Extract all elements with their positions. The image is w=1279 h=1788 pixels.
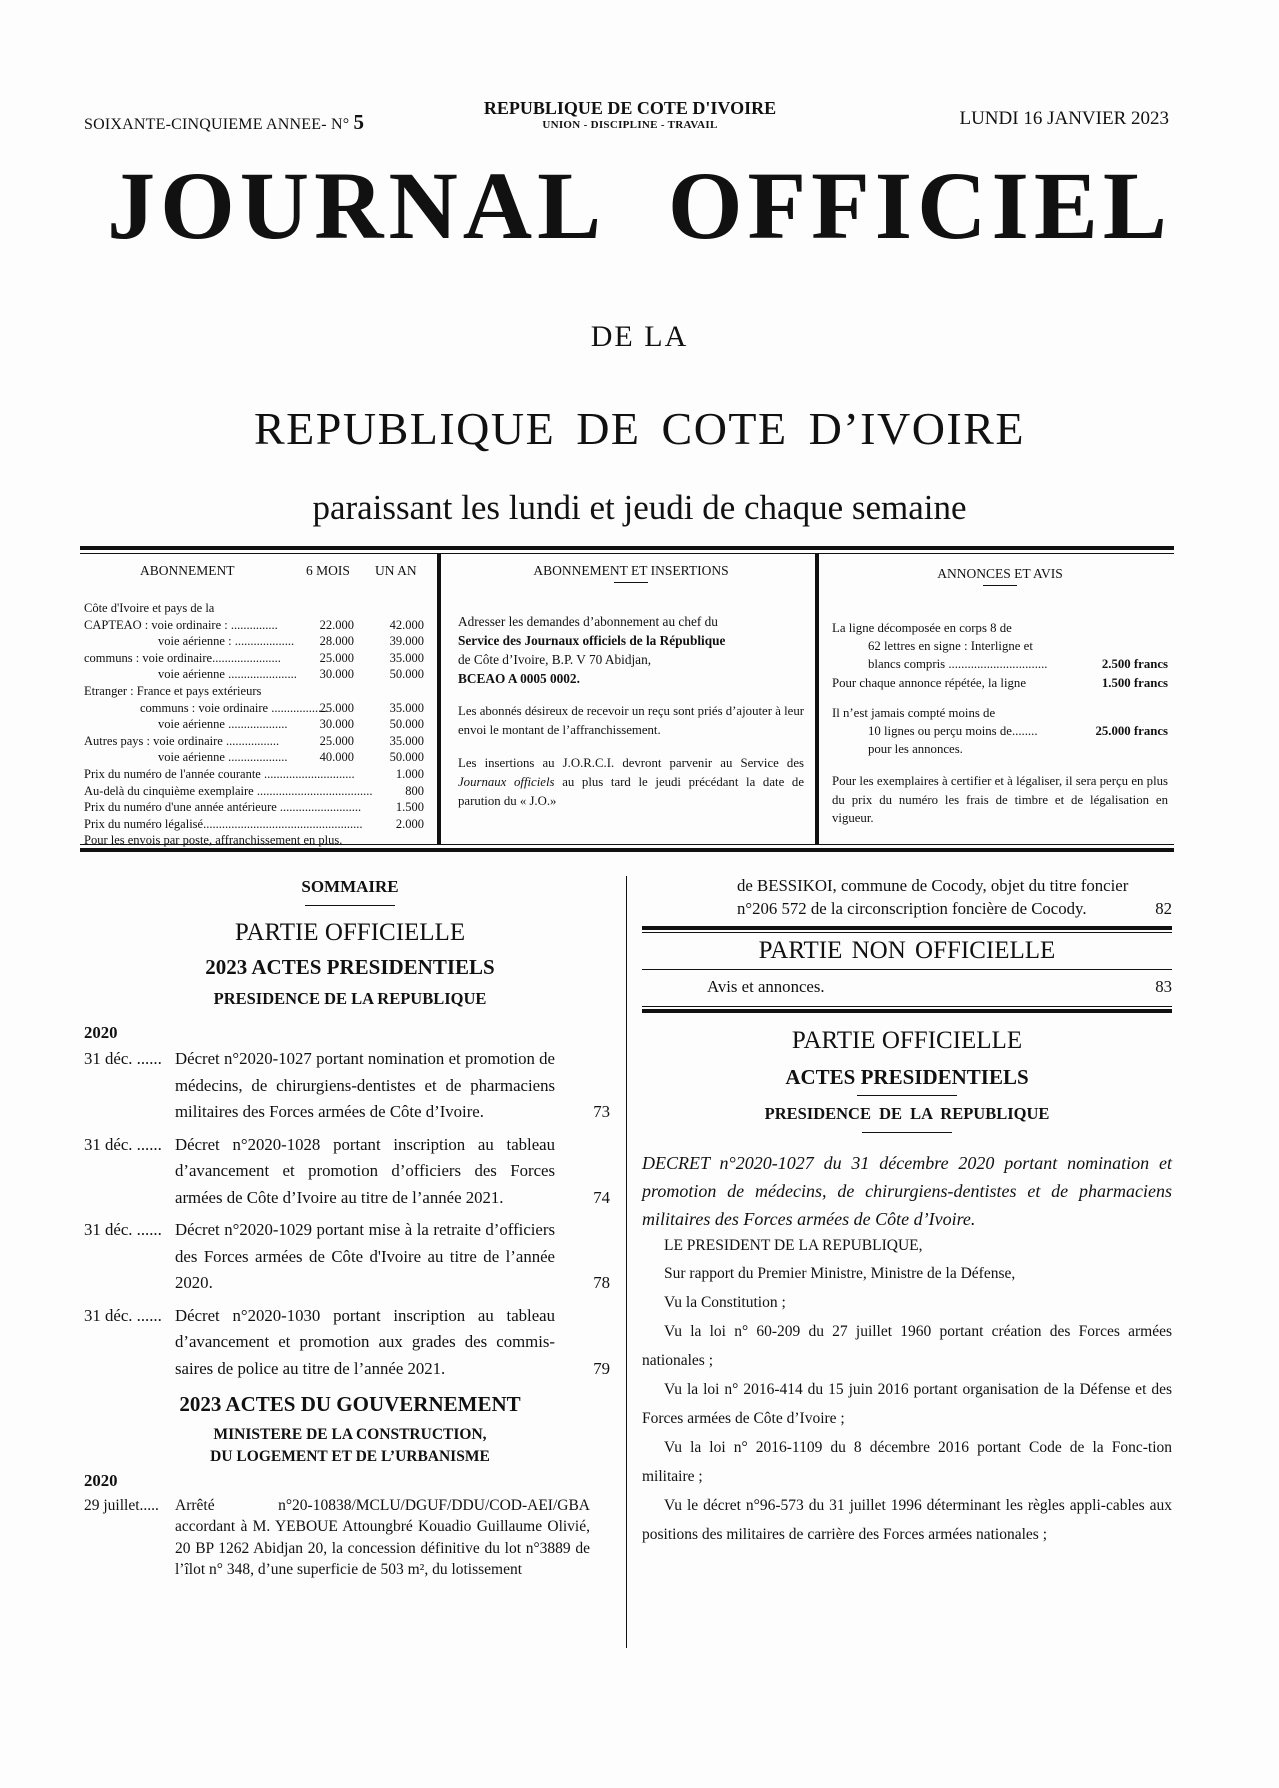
rate-unan: 2.000 [395,816,424,831]
insertions-p1-b: Service des Journaux officiels de la République [458,633,726,648]
frequency: paraissant les lundi et jeudi de chaque semaine [312,488,967,527]
annonces-legal: Pour les exemplaires à certifier et à légaliser, il sera perçu en plus du prix du numéro les frais de timbre et de légalisation en vigueur. [832,774,1168,825]
continued-entry [642,874,1172,920]
entry-date: 31 déc. ...... [84,1305,162,1325]
underline [862,1132,952,1133]
rate-unan: 1.500 [395,800,424,815]
rate-row [84,600,434,617]
rate-label: Au-delà du cinquième exemplaire ..................................... [84,783,373,798]
heading-underline [614,582,648,583]
rate-6mois: 25.000 [319,700,354,715]
entry-text: Décret n°2020-1030 portant inscription au tableau d’avancement et promotion aux grades des commis-saires de police au titre de l’année 2021. [175,1305,555,1378]
rate-unan: 35.000 [389,733,424,748]
annonces-text [832,615,1168,827]
entry-text: Décret n°2020-1029 portant mise à la retraite d’officiers des Forces armées de Côte d'Ivoire au titre de l’année 2020. [175,1220,555,1292]
rate-row [84,766,434,783]
continued-page: 82 [1155,899,1172,918]
rate-row [84,683,434,700]
rate-label: Prix du numéro légalisé................................................... [84,816,363,831]
annonces-line [832,674,1168,692]
rate-6mois: 40.000 [319,750,354,765]
year-2020-gouv: 2020 [84,1471,118,1490]
gouv-entry [80,1495,620,1581]
insertions-p3-b: Journaux officiels [458,775,555,789]
journal-title: JOURNAL OFFICIEL [107,152,1172,259]
rate-unan: 35.000 [389,700,424,715]
entry-page: 73 [593,1102,610,1121]
rate-row [84,650,434,667]
actes-presidentiels-right: ACTES PRESIDENTIELS [785,1065,1029,1089]
presidence: PRESIDENCE DE LA REPUBLIQUE [213,988,487,1008]
rate-label: voie aérienne ...................... [158,667,297,682]
box-divider-2 [815,553,819,845]
partie-officielle: PARTIE OFFICIELLE [234,918,466,946]
col-6mois: 6 MOIS [306,563,350,578]
decree-paragraph: Vu la loi n° 2016-1109 du 8 décembre 2016 portant Code de la Fonc-tion militaire ; [642,1439,1172,1485]
insertions-heading [458,563,804,583]
rule [642,926,1172,930]
year-2020: 2020 [84,1022,118,1042]
issue-date: LUNDI 16 JANVIER 2023 [959,108,1169,129]
insertions-p1-c: de Côte d’Ivoire, B.P. V 70 Abidjan, [458,652,652,667]
rate-6mois: 30.000 [319,667,354,682]
actes-presidentiels: 2023 ACTES PRESIDENTIELS [205,954,495,979]
rate-row [84,832,434,849]
rate-unan: 800 [405,783,424,798]
rate-row [84,617,434,634]
partie-officielle-right: PARTIE OFFICIELLE [791,1027,1023,1054]
annonces-price: 2.500 francs [1101,657,1168,672]
insertions-p3-a: Les insertions au J.O.R.C.I. devront parvenir au Service des [458,756,804,770]
rate-unan: 35.000 [389,650,424,665]
sommaire-title: SOMMAIRE [301,877,399,896]
rate-label: Autres pays : voie ordinaire ................. [84,733,280,748]
sommaire-entry [80,1217,620,1297]
rate-label: voie aérienne ................... [158,750,288,765]
insertions-p1-a: Adresser les demandes d’abonnement au chef du [458,614,718,629]
decree-paragraph: Vu la Constitution ; [664,1294,786,1311]
decree-paragraphs [642,1259,1172,1549]
rule [642,1009,1172,1013]
partie-non-officielle: PARTIE NON OFFICIELLE [758,937,1056,964]
rate-6mois: 25.000 [319,733,354,748]
republic-header [470,98,790,131]
entry-date: 29 juillet..... [84,1496,159,1514]
rate-label: Pour les envois par poste, affranchissement en plus. [84,833,343,848]
annonces-line-text: Pour chaque annonce répétée, la ligne [832,675,1026,690]
column-divider [626,876,627,1648]
rate-label: Prix du numéro de l'année courante ............................. [84,766,355,781]
heading-underline [983,585,1017,586]
box-divider-1 [437,553,441,845]
republic-name: REPUBLIQUE DE COTE D'IVOIRE [483,98,777,118]
annonces-line [832,722,1168,740]
rate-unan: 50.000 [389,750,424,765]
sommaire-entry [80,1303,620,1383]
entry-page: 78 [593,1273,610,1292]
decree-paragraph: Vu la loi n° 60-209 du 27 juillet 1960 portant création des Forces armées nationales ; [642,1323,1172,1369]
rate-unan: 50.000 [389,717,424,732]
edition-line [84,110,364,135]
rate-unan: 39.000 [389,634,424,649]
rate-6mois: 30.000 [319,717,354,732]
avis-text: Avis et annonces. [707,977,825,996]
sommaire-underline [305,905,395,906]
insertions-heading-text: ABONNEMENT ET INSERTIONS [533,563,729,578]
rate-unan: 1.000 [395,766,424,781]
entry-text: Décret n°2020-1027 portant nomination et promotion de médecins, de chirurgiens-dentistes et de pharmaciens militaires des Forces armées de Côte d’Ivoire. [175,1049,555,1121]
insertions-p1-d: BCEAO A 0005 0002. [458,671,580,686]
annonces-line-text: blancs compris ............................... [868,657,1048,672]
issue-number: 5 [353,110,365,134]
entry-page: 79 [593,1358,610,1378]
sommaire-entry [80,1132,620,1212]
annonces-price: 1.500 francs [1101,675,1168,690]
annonces-line: Il n’est jamais compté moins de [832,705,996,720]
presidence-right: PRESIDENCE DE LA REPUBLIQUE [764,1104,1050,1123]
annonces-line: pour les annonces. [868,742,963,757]
right-column [642,874,1172,1549]
rule-thin [642,1006,1172,1007]
actes-gouvernement: 2023 ACTES DU GOUVERNEMENT [179,1392,521,1416]
rate-label: CAPTEAO : voie ordinaire : ............... [84,617,278,632]
decree-paragraph: Vu la loi n° 2016-414 du 15 juin 2016 portant organisation de la Défense et des Forces armées de Côte d’Ivoire ; [642,1381,1172,1427]
sommaire-entry [80,1046,620,1126]
rate-row [84,799,434,816]
sommaire-entries [80,1046,620,1382]
entry-date: 31 déc. ...... [84,1049,162,1068]
decree-paragraph: Vu le décret n°96-573 du 31 juillet 1996 déterminant les règles appli-cables aux positions des militaires de carrière des Forces armées nationales ; [642,1497,1172,1543]
year-label: SOIXANTE-CINQUIEME ANNEE- N° [84,116,350,133]
insertions-p3 [458,754,804,811]
de-la: DE LA [590,320,689,353]
sommaire [80,874,620,1581]
avis-page: 83 [1155,977,1172,996]
entry-date: 31 déc. ...... [84,1134,162,1154]
republic-title: REPUBLIQUE DE COTE D’IVOIRE [253,403,1026,454]
box-top-rule [80,546,1174,550]
rate-unan: 50.000 [389,667,424,682]
box-top-rule-thin [80,553,1174,554]
annonces-line: La ligne décomposée en corps 8 de [832,621,1012,635]
annonces-line-text: 10 lignes ou perçu moins de........ [868,724,1038,739]
continued-text: de BESSIKOI, commune de Cocody, objet du titre foncier n°206 572 de la circonscription foncière de Cocody. [737,876,1129,918]
insertions-p3-c: au plus tard le jeudi précédant la date de parution du « J.O.» [458,775,804,808]
motto: UNION - DISCIPLINE - TRAVAIL [542,119,718,131]
rate-label: Etranger : France et pays extérieurs [84,683,262,698]
entry-date: 31 déc. ...... [84,1220,162,1239]
rate-label: voie aérienne ................... [158,717,288,732]
annonces-heading-text: ANNONCES ET AVIS [937,566,1063,581]
rate-label: communs : voie ordinaire .................. [140,700,328,715]
rate-label: voie aérienne : ................... [158,634,295,649]
annonces-price: 25.000 francs [1095,724,1168,739]
underline [857,1095,957,1096]
entry-text: Arrêté n°20-10838/MCLU/DGUF/DDU/COD-AEI/GBA accordant à M. YEBOUE Attoungbré Kouadio Guillaume Olivié, 20 BP 1262 Abidjan 20, la concession définitive du lot n°3889 de l’îlot n° 348, d’une superficie de 503 m², du lotissement [175,1496,590,1578]
rate-row [84,749,434,766]
president-line: LE PRESIDENT DE LA REPUBLIQUE, [664,1237,923,1254]
rate-row [84,633,434,650]
insertions-text [458,612,804,825]
rate-6mois: 25.000 [319,650,354,665]
rate-row [84,733,434,750]
rate-row [84,700,434,717]
entry-text: Décret n°2020-1028 portant inscription au tableau d’avancement et promotion d’officiers des Forces armées de Côte d’Ivoire au titre de l’année 2021. [175,1134,555,1207]
rate-row [84,816,434,833]
rate-label: Prix du numéro d'une année antérieure .......................... [84,800,362,815]
insertions-p2: Les abonnés désireux de recevoir un reçu sont priés d’ajouter à leur envoi le montant de l’affranchissement. [458,704,804,737]
rate-label: communs : voie ordinaire...................... [84,650,281,665]
avis-entry [642,970,1172,1004]
rate-6mois: 22.000 [319,617,354,632]
rate-row [84,783,434,800]
annonces-line: 62 lettres en signe : Interligne et [868,639,1033,654]
decree-paragraph: Sur rapport du Premier Ministre, Ministre de la Défense, [664,1265,1016,1282]
col-unan: UN AN [375,563,417,578]
rate-6mois: 28.000 [319,634,354,649]
rate-unan: 42.000 [389,617,424,632]
annonces-heading [832,566,1168,586]
entry-page: 74 [593,1187,610,1207]
annonces-line [832,655,1168,673]
ministere-line-1: MINISTERE DE LA CONSTRUCTION, [213,1426,487,1443]
ministere-line-2: DU LOGEMENT ET DE L’URBANISME [210,1448,490,1465]
subscription-heading: ABONNEMENT [140,563,235,578]
rate-row [84,716,434,733]
insertions-p1 [458,612,804,688]
rate-label: Côte d'Ivoire et pays de la [84,601,215,615]
decret-title: DECRET n°2020-1027 du 31 décembre 2020 portant nomination et promotion de médecins, de chirurgiens-dentistes et de pharmaciens militaires des Forces armées de Côte d’Ivoire. [642,1153,1172,1229]
rate-row [84,666,434,683]
subscription-rates [84,600,434,849]
